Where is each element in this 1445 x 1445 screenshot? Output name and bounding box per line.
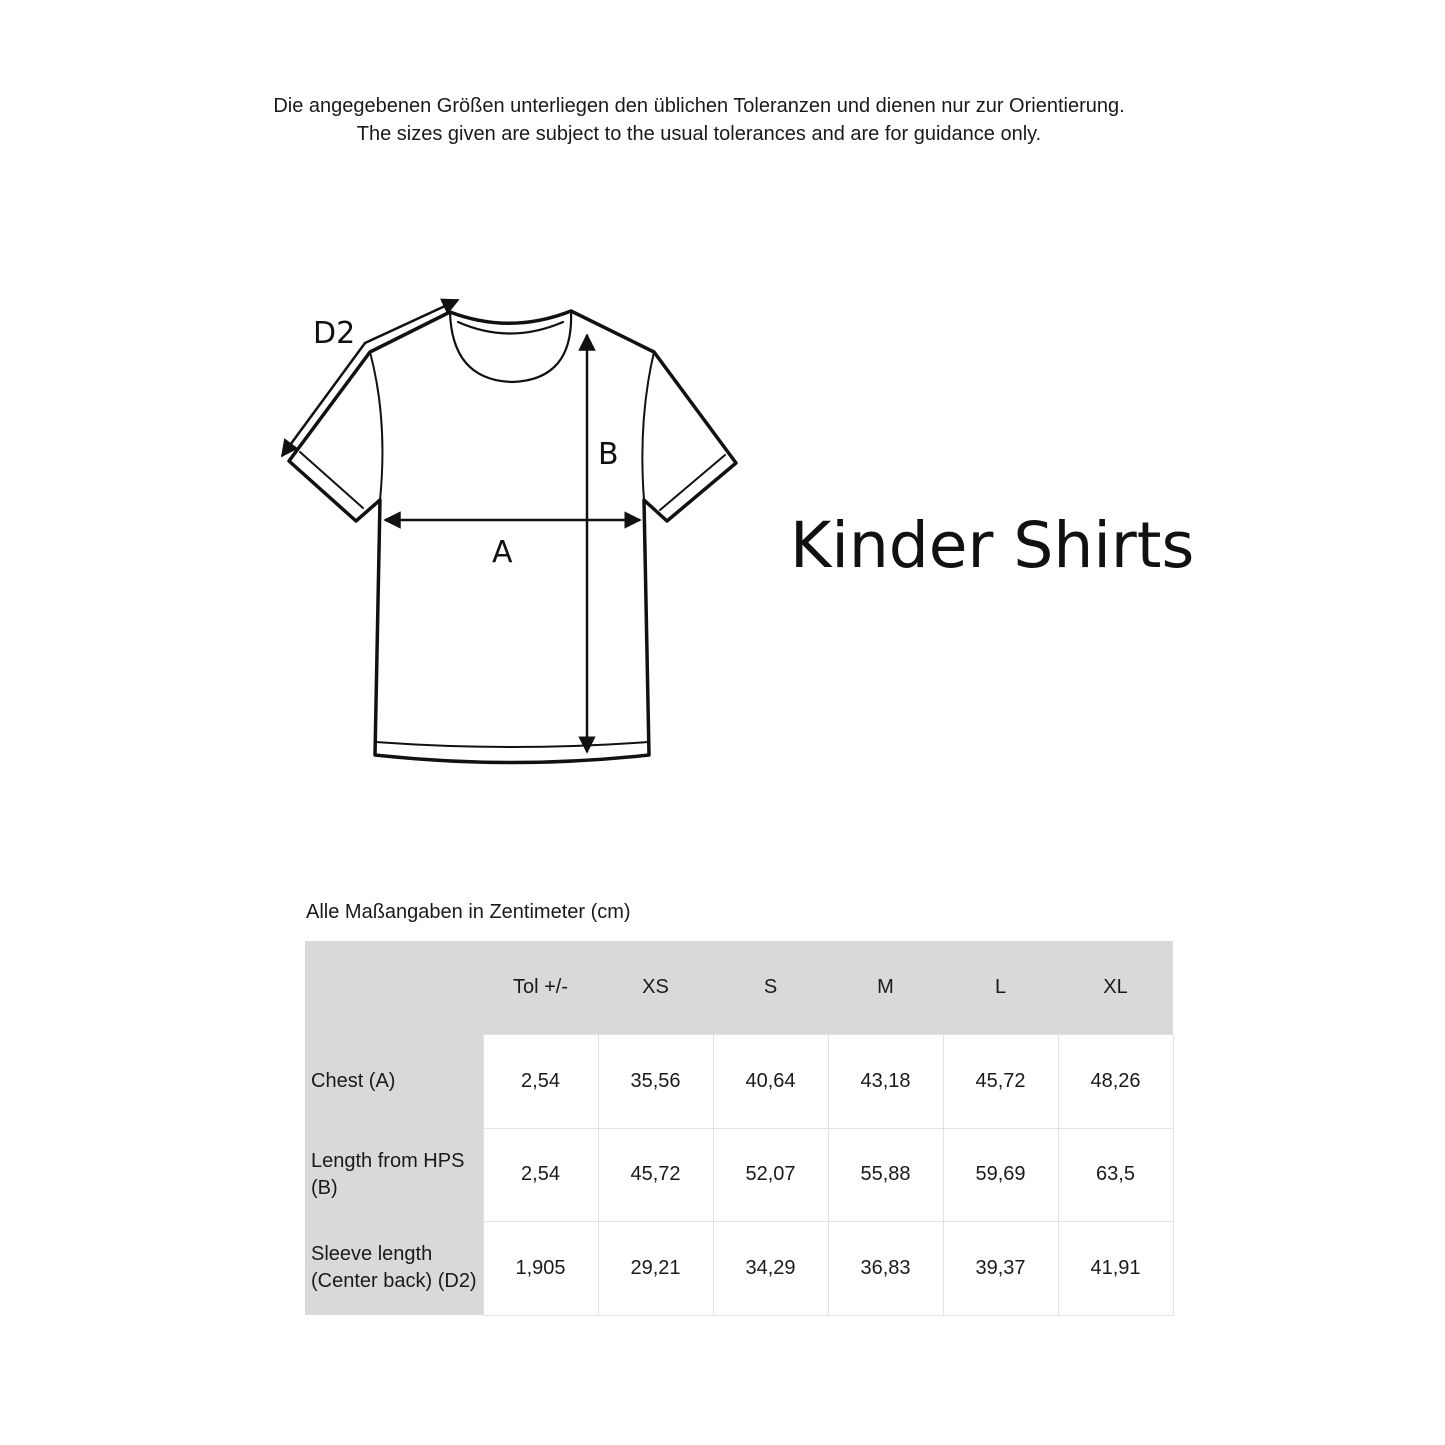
table-cell: 1,905 <box>483 1222 598 1316</box>
table-cell: 34,29 <box>713 1222 828 1316</box>
table-cell: 55,88 <box>828 1128 943 1222</box>
page-title: Kinder Shirts <box>790 509 1195 582</box>
table-row <box>305 1035 1173 1129</box>
label-a: A <box>492 535 513 570</box>
table-cell: 45,72 <box>943 1035 1058 1129</box>
table-cell: 2,54 <box>483 1035 598 1129</box>
table-row <box>305 1222 1173 1316</box>
table-cell: 48,26 <box>1058 1035 1173 1129</box>
table-header-l: L <box>943 941 1058 1035</box>
table-cell: 52,07 <box>713 1128 828 1222</box>
table-cell: 43,18 <box>828 1035 943 1129</box>
measurement-arrows <box>282 300 640 752</box>
table-header-corner <box>305 941 483 1035</box>
table-cell: 59,69 <box>943 1128 1058 1222</box>
table-header-s: S <box>713 941 828 1035</box>
table-cell: 36,83 <box>828 1222 943 1316</box>
tolerance-notice-en: The sizes given are subject to the usual tolerances and are for guidance only. <box>356 123 1042 145</box>
table-cell: 45,72 <box>598 1128 713 1222</box>
table-header-xl: XL <box>1058 941 1173 1035</box>
table-header-tolerance: Tol +/- <box>483 941 598 1035</box>
table-cell: 35,56 <box>598 1035 713 1129</box>
table-cell: 41,91 <box>1058 1222 1173 1316</box>
tolerance-notice-de: Die angegebenen Größen unterliegen den üblichen Toleranzen und dienen nur zur Orientierung. <box>273 95 1125 117</box>
table-cell: 39,37 <box>943 1222 1058 1316</box>
table-header-xs: XS <box>598 941 713 1035</box>
table-cell: 40,64 <box>713 1035 828 1129</box>
label-d2: D2 <box>313 316 356 351</box>
table-cell: 63,5 <box>1058 1128 1173 1222</box>
table-header-m: M <box>828 941 943 1035</box>
units-note: Alle Maßangaben in Zentimeter (cm) <box>306 901 631 923</box>
table-row <box>305 1128 1173 1222</box>
table-header-row <box>305 941 1173 1035</box>
row-label-length: Length from HPS (B) <box>305 1128 483 1222</box>
row-label-chest: Chest (A) <box>305 1035 483 1129</box>
label-b: B <box>598 437 619 472</box>
size-table <box>305 941 1174 1316</box>
table-cell: 2,54 <box>483 1128 598 1222</box>
row-label-sleeve: Sleeve length (Center back) (D2) <box>305 1222 483 1316</box>
table-cell: 29,21 <box>598 1222 713 1316</box>
